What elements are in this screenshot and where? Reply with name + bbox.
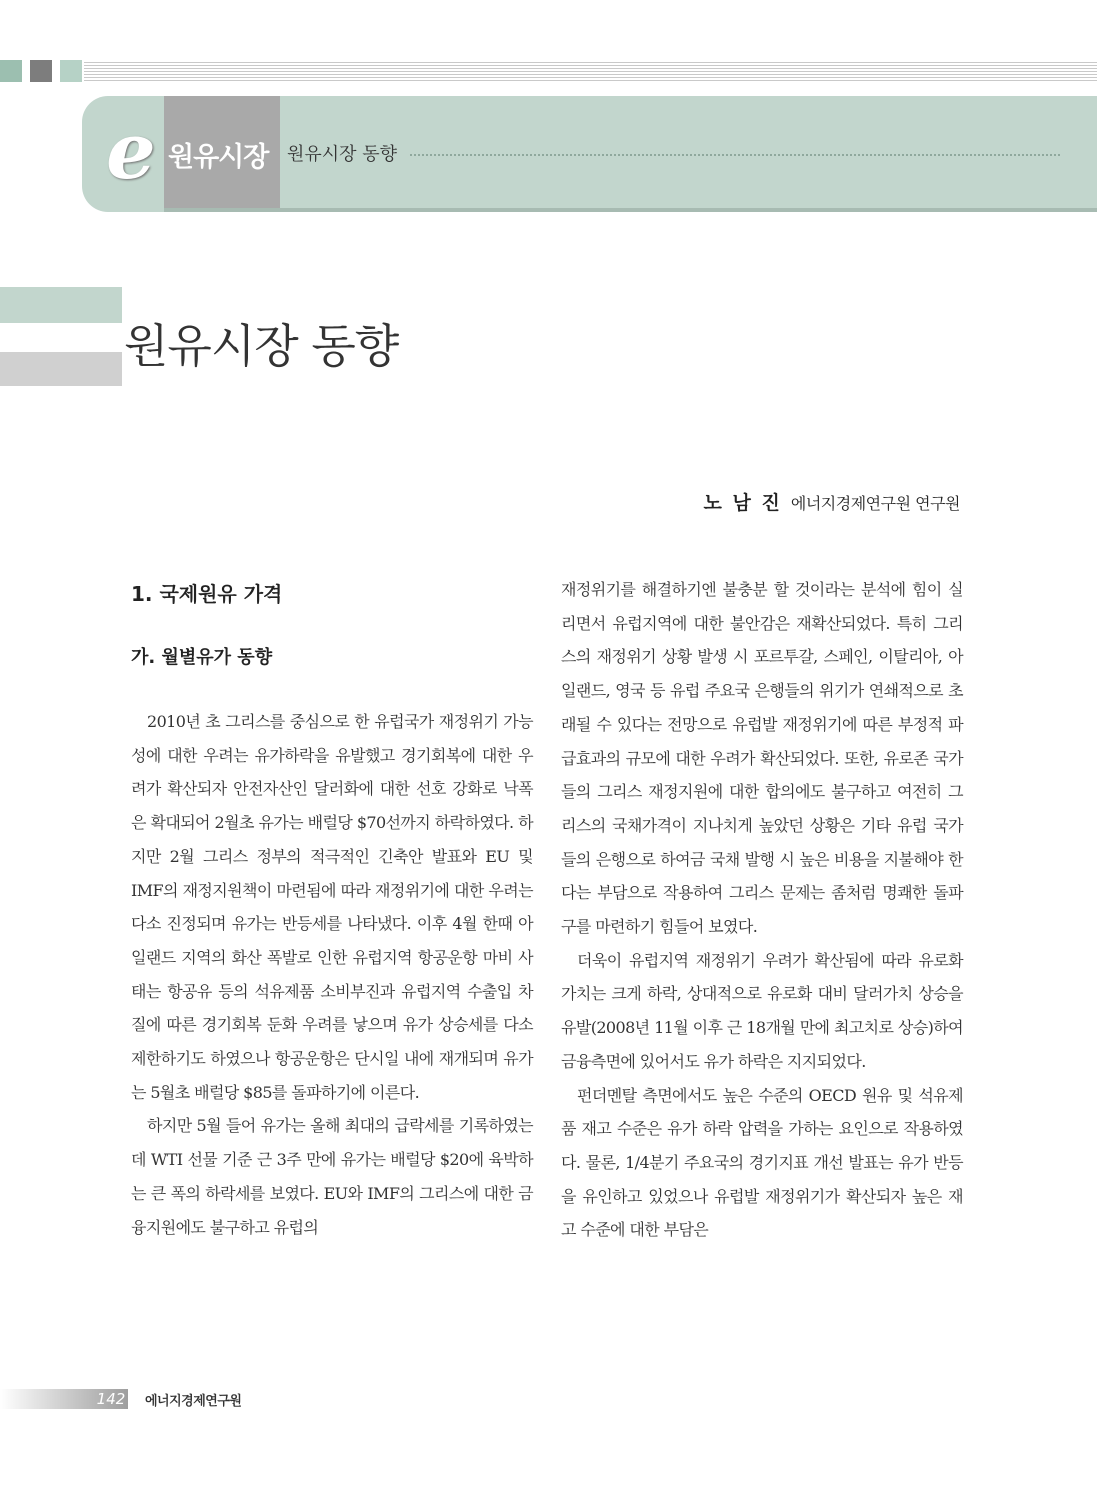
strip-square-dark	[30, 60, 52, 82]
author-name: 노 남 진	[703, 492, 782, 514]
strip-square-light	[60, 60, 82, 82]
body-paragraph: 2010년 초 그리스를 중심으로 한 유럽국가 재정위기 가능성에 대한 우려는 유가하락을 유발했고 경기회복에 대한 우려가 확산되자 안전자산인 달러화에 대한 선호 강화로 낙폭은 확대되어 2월초 유가는 배럴당 $70선까지 하락하였다. 하지만 2월 그리스 정부의 적극적인 긴축안 발표와 EU 및 IMF의 재정지원책이 마련됨에 따라 재정위기에 대한 우려는 다소 진정되며 유가는 반등세를 나타냈다. 이후 4월 한때 아일랜드 지역의 화산 폭발로 인한 유럽지역 항공운항 마비 사태는 항공유 등의 석유제품 소비부진과 유럽지역 수출입 차질에 따른 경기회복 둔화 우려를 낳으며 유가 상승세를 다소 제한하기도 하였으나 항공운항은 단시일 내에 재개되며 유가는 5월초 배럴당 $85를 돌파하기에 이른다.	[131, 712, 533, 1102]
left-column	[131, 705, 533, 1244]
subsection-heading: 가. 월별유가 동향	[131, 647, 273, 668]
section-title: 원유시장	[168, 142, 269, 173]
author-affiliation: 에너지경제연구원 연구원	[790, 494, 960, 513]
page-number: 142	[96, 1390, 126, 1408]
strip-square-green	[0, 60, 22, 82]
title-accent-green	[0, 287, 122, 323]
title-accent-grey	[0, 352, 122, 386]
strip-lines	[84, 62, 1097, 82]
top-decorative-strip	[0, 60, 1097, 82]
body-paragraph: 펀더멘탈 측면에서도 높은 수준의 OECD 원유 및 석유제품 재고 수준은 유가 하락 압력을 가하는 요인으로 작용하였다. 물론, 1/4분기 주요국의 경기지표 개선 발표는 유가 반등을 유인하고 있었으나 유럽발 재정위기가 확산되자 높은 재고 수준에 대한 부담은	[561, 1085, 963, 1240]
banner-bottom-line	[164, 208, 1097, 212]
body-paragraph: 재정위기를 해결하기엔 불충분 할 것이라는 분석에 힘이 실리면서 유럽지역에 대한 불안감은 재확산되었다. 특히 그리스의 재정위기 상황 발생 시 포르투갈, 스페인, 이탈리아, 아일랜드, 영국 등 유럽 주요국 은행들의 위기가 연쇄적으로 초래될 수 있다는 전망으로 유럽발 재정위기에 따른 부정적 파급효과의 규모에 대한 우려가 확산되었다. 또한, 유로존 국가들의 그리스 재정지원에 대한 합의에도 불구하고 여전히 그리스의 국채가격이 지나치게 높았던 상황은 기타 유럽 국가들의 은행으로 하여금 국채 발행 시 높은 비용을 지불해야 한다는 부담으로 작용하여 그리스 문제는 좀처럼 명쾌한 돌파구를 마련하기 힘들어 보였다.	[561, 580, 963, 937]
section-heading: 1. 국제원유 가격	[131, 582, 283, 606]
body-paragraph: 더욱이 유럽지역 재정위기 우려가 확산됨에 따라 유로화 가치는 크게 하락, 상대적으로 유로화 대비 달러가치 상승을 유발(2008년 11월 이후 근 18개월 만에 최고치로 상승)하여 금융측면에 있어서도 유가 하락은 지지되었다.	[561, 950, 963, 1071]
body-paragraph: 하지만 5월 들어 유가는 올해 최대의 급락세를 기록하였는데 WTI 선물 기준 근 3주 만에 유가는 배럴당 $20에 육박하는 큰 폭의 하락세를 보였다. EU와 IMF의 그리스에 대한 금융지원에도 불구하고 유럽의	[131, 1116, 533, 1237]
page-title: 원유시장 동향	[124, 319, 399, 373]
right-column	[561, 573, 963, 1247]
section-subtitle: 원유시장 동향	[287, 144, 398, 165]
banner-dotted-rule	[410, 154, 1060, 156]
footer-organization: 에너지경제연구원	[145, 1394, 242, 1409]
e-logo-icon: e	[106, 106, 156, 197]
author-line	[704, 488, 961, 515]
